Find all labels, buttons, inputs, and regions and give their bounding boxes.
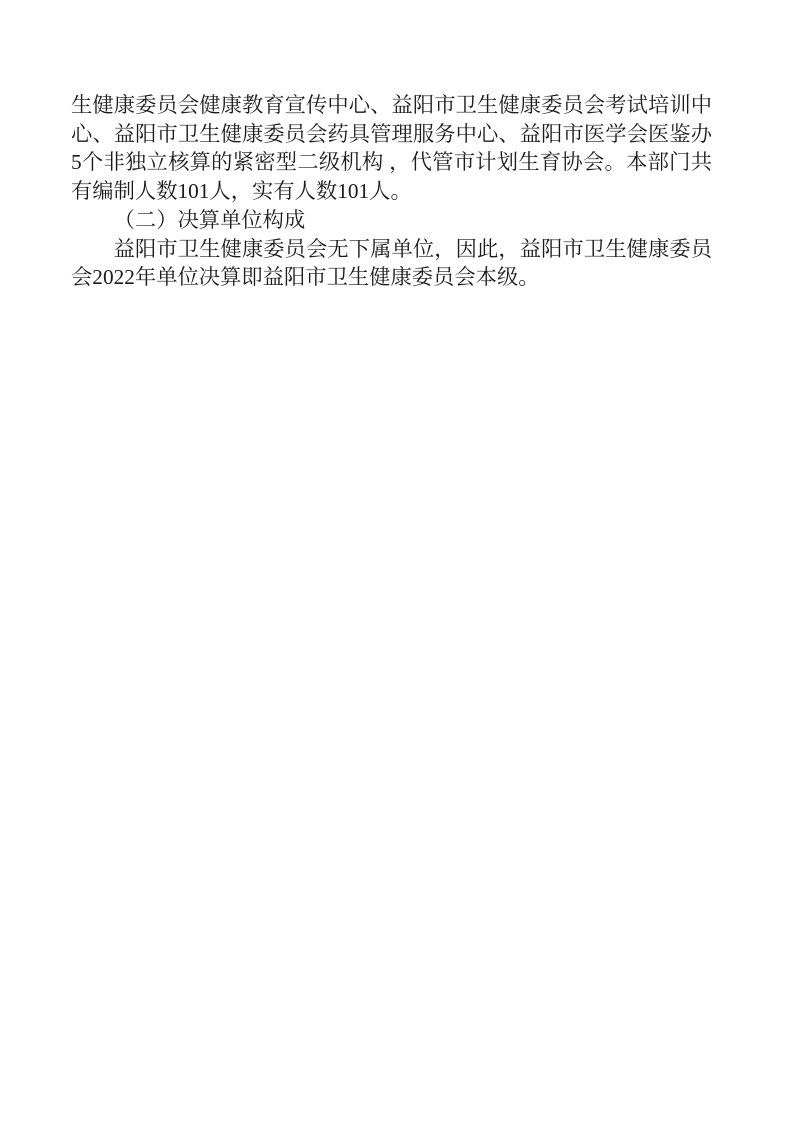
paragraph-department-overview bbox=[71, 91, 712, 206]
text-line: 益阳市卫生健康委员会无下属单位，因此，益阳市卫生健康委员 bbox=[113, 236, 712, 261]
text-line: 生健康委员会健康教育宣传中心、益阳市卫生健康委员会考试培训中 bbox=[71, 93, 712, 117]
text-line: 有编制人数101人，实有人数101人。 bbox=[71, 179, 412, 204]
text-line: 会2022年单位决算即益阳市卫生健康委员会本级。 bbox=[71, 265, 540, 290]
section-heading-line: （二）决算单位构成 bbox=[113, 207, 306, 232]
paragraph-section-heading bbox=[71, 206, 712, 235]
paragraph-unit-composition bbox=[71, 235, 712, 292]
text-line: 心、益阳市卫生健康委员会药具管理服务中心、益阳市医学会医鉴办 bbox=[71, 121, 712, 146]
text-line: 5个非独立核算的紧密型二级机构 ，代管市计划生育协会。本部门共 bbox=[71, 150, 712, 175]
page-content bbox=[71, 91, 712, 292]
